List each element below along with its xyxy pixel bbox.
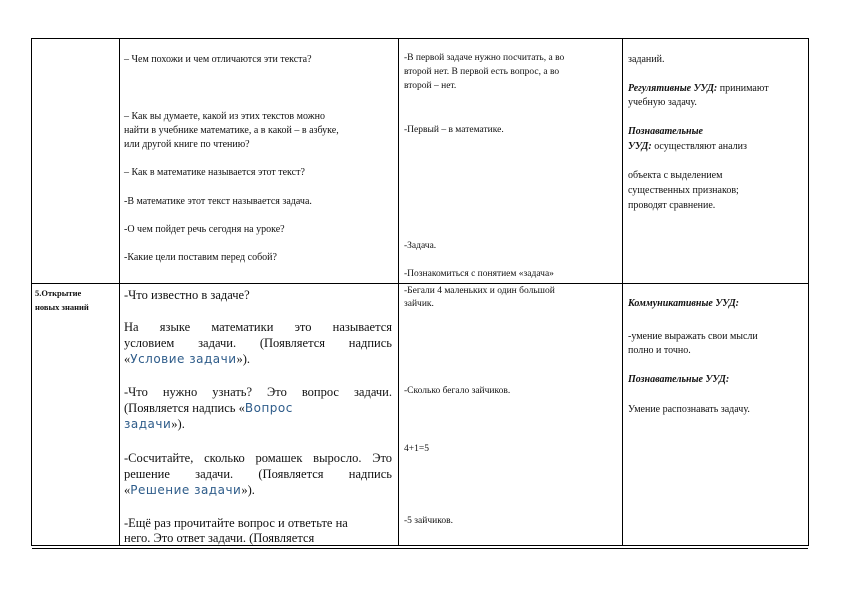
lesson-table bbox=[31, 38, 809, 546]
uud-label: УУД: bbox=[628, 141, 652, 152]
student-text: 4+1=5 bbox=[404, 444, 429, 454]
teacher-text: или другой книге по чтению? bbox=[124, 139, 250, 150]
teacher-text: – Как в математике называется этот текст? bbox=[124, 167, 305, 178]
teacher-text: – Как вы думаете, какой из этих текстов можно bbox=[124, 111, 325, 122]
uud-label: Познавательные УУД: bbox=[628, 374, 730, 385]
teacher-text: -О чем пойдет речь сегодня на уроке? bbox=[124, 224, 285, 235]
uud-text: -умение выражать свои мысли bbox=[628, 331, 758, 342]
uud-cognitive bbox=[628, 140, 747, 154]
uud-text: существенных признаков; bbox=[628, 185, 739, 196]
uud-text: осуществляют анализ bbox=[651, 141, 747, 152]
uud-text: Умение распознавать задачу. bbox=[628, 404, 750, 415]
student-text: -В первой задаче нужно посчитать, а во bbox=[404, 53, 565, 63]
teacher-text: «Условие задачи»). bbox=[124, 352, 251, 366]
teacher-text: задачи»). bbox=[124, 417, 185, 431]
label-question: задачи bbox=[124, 417, 172, 431]
teacher-text: На языке математики это называется bbox=[124, 320, 392, 334]
teacher-text: -В математике этот текст называется задача. bbox=[124, 196, 312, 207]
teacher-text: -Какие цели поставим перед собой? bbox=[124, 252, 277, 263]
teacher-text: -Ещё раз прочитайте вопрос и ответьте на bbox=[124, 516, 348, 530]
uud-regulative bbox=[628, 82, 769, 96]
student-text: -Познакомиться с понятием «задача» bbox=[404, 269, 554, 279]
student-text: -Сколько бегало зайчиков. bbox=[404, 386, 511, 396]
teacher-text: него. Это ответ задачи. (Появляется bbox=[124, 531, 315, 545]
row-divider bbox=[32, 283, 808, 284]
teacher-text: найти в учебнике математике, а в какой – в азбуке, bbox=[124, 125, 339, 136]
uud-label: Коммуникативные УУД: bbox=[628, 298, 740, 309]
uud-label: Познавательные bbox=[628, 126, 703, 137]
student-text: -5 зайчиков. bbox=[404, 516, 453, 526]
teacher-text: -Что известно в задаче? bbox=[124, 288, 250, 302]
teacher-text: (Появляется надпись «Вопрос bbox=[124, 401, 293, 415]
uud-text: объекта с выделением bbox=[628, 170, 723, 181]
label-solution: Решение задачи bbox=[130, 483, 242, 497]
teacher-text: «Решение задачи»). bbox=[124, 483, 255, 497]
student-text: второй – нет. bbox=[404, 81, 457, 91]
teacher-text: -Сосчитайте, сколько ромашек выросло. Это bbox=[124, 451, 392, 465]
student-text: -Задача. bbox=[404, 241, 437, 251]
uud-text: проводят сравнение. bbox=[628, 200, 716, 211]
label-condition: Условие задачи bbox=[130, 352, 237, 366]
teacher-text: решение задачи. (Появляется надпись bbox=[124, 467, 392, 481]
student-text: -Первый – в математике. bbox=[404, 125, 504, 135]
column-divider-1 bbox=[119, 39, 120, 545]
uud-text: принимают bbox=[717, 83, 769, 94]
uud-text: учебную задачу. bbox=[628, 97, 697, 108]
uud-text: полно и точно. bbox=[628, 345, 691, 356]
teacher-text: – Чем похожи и чем отличаются эти текста? bbox=[124, 54, 312, 65]
teacher-text: -Что нужно узнать? Это вопрос задачи. bbox=[124, 385, 392, 399]
column-divider-2 bbox=[398, 39, 399, 545]
column-divider-3 bbox=[622, 39, 623, 545]
teacher-text: условием задачи. (Появляется надпись bbox=[124, 336, 392, 350]
label-question: Вопрос bbox=[244, 401, 293, 415]
student-text: второй нет. В первой есть вопрос, а во bbox=[404, 67, 560, 77]
stage-title: 5.Открытие bbox=[35, 288, 82, 298]
student-text: -Бегали 4 маленьких и один большой bbox=[404, 286, 555, 296]
uud-label: Регулятивные УУД: bbox=[628, 83, 718, 94]
table-bottom-double-line bbox=[32, 548, 808, 549]
student-text: зайчик. bbox=[404, 299, 434, 309]
stage-title: новых знаний bbox=[35, 302, 89, 312]
uud-text: заданий. bbox=[628, 54, 665, 65]
